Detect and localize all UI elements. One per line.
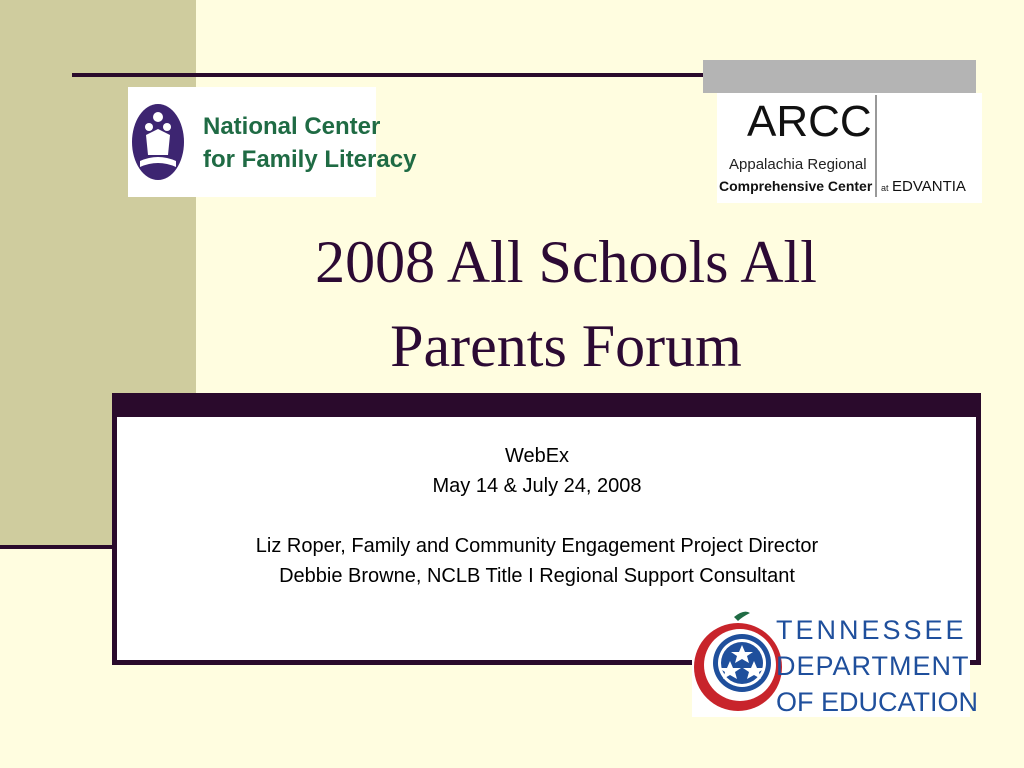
- ncfl-logo: [128, 87, 417, 197]
- arcc-logo-partner: EDVANTIA: [892, 178, 966, 195]
- slide-title-line2: Parents Forum: [390, 313, 742, 379]
- ncfl-logo-line2: for Family Literacy: [203, 146, 417, 173]
- slide-title: [196, 220, 936, 388]
- subtitle-spacer: [117, 501, 957, 531]
- subtitle-box-header-bar: [112, 393, 981, 417]
- arcc-logo-acronym: ARCC: [747, 97, 872, 146]
- arcc-logo: [717, 93, 982, 203]
- subtitle-line-presenter1: Liz Roper, Family and Community Engagement Project Director: [255, 535, 819, 557]
- subtitle-text: [117, 441, 957, 591]
- ncfl-logo-line1: National Center: [203, 113, 381, 140]
- subtitle-line-webex: WebEx: [504, 445, 570, 467]
- arcc-logo-at: at: [881, 183, 889, 193]
- subtitle-line-presenter2: Debbie Browne, NCLB Title I Regional Support Consultant: [279, 565, 795, 587]
- left-accent-rule: [0, 545, 112, 549]
- arcc-logo-line2: Comprehensive Center: [719, 178, 873, 194]
- arcc-wordmark-icon: [717, 93, 982, 203]
- top-gray-bar: [703, 60, 976, 93]
- tn-apple-stars-icon: [692, 605, 978, 717]
- ncfl-emblem-icon: [128, 87, 417, 197]
- arcc-logo-line1: Appalachia Regional: [729, 156, 867, 173]
- slide-title-line1: 2008 All Schools All: [315, 229, 817, 295]
- tn-doe-logo: [692, 605, 978, 717]
- tn-logo-line2: DEPARTMENT: [776, 651, 970, 681]
- tn-logo-line1: TENNESSEE: [776, 615, 967, 645]
- tn-logo-line3: OF EDUCATION: [776, 687, 978, 717]
- subtitle-line-dates: May 14 & July 24, 2008: [432, 475, 642, 497]
